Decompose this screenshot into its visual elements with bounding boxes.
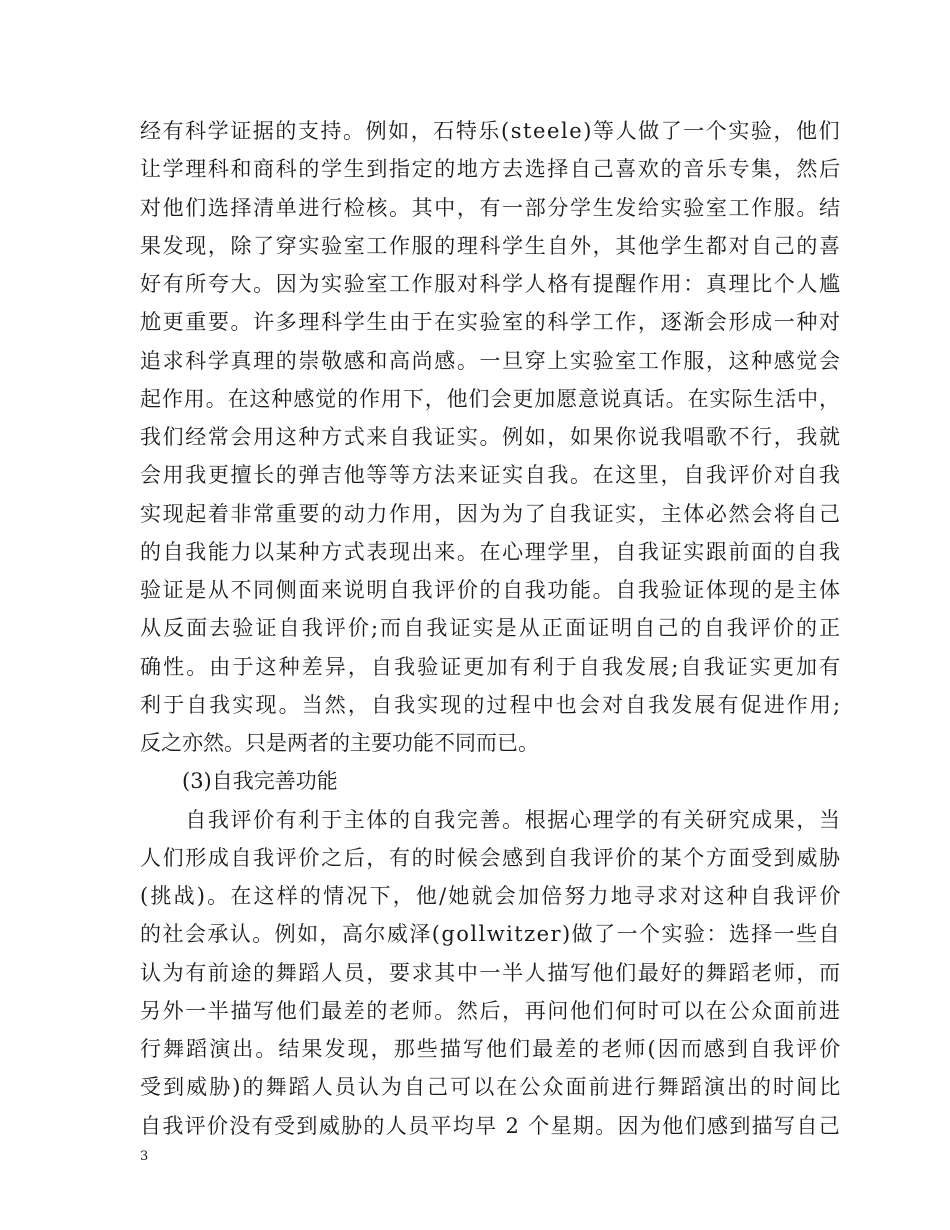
text-line: 我们经常会用这种方式来自我证实。例如，如果你说我唱歌不行，我就 [140, 425, 842, 449]
text-line: 好有所夸大。因为实验室工作服对科学人格有提醒作用：真理比个人尴 [140, 272, 842, 296]
text-line: 的社会承认。例如，高尔威泽(gollwitzer)做了一个实验：选择一些自 [140, 922, 842, 947]
text-line: 确性。由于这种差异，自我验证更加有利于自我发展;自我证实更加有 [140, 654, 843, 679]
text-line: 尬更重要。许多理科学生由于在实验室的科学工作，逐渐会形成一种对 [140, 310, 842, 335]
text-line: 经有科学证据的支持。例如，石特乐(steele)等人做了一个实验，他们 [140, 119, 842, 143]
text-line: 会用我更擅长的弹吉他等等方法来证实自我。在这里，自我评价对自我 [140, 463, 842, 488]
text-line: 行舞蹈演出。结果发现，那些描写他们最差的老师(因而感到自我评价 [140, 1037, 843, 1061]
text-line: 反之亦然。只是两者的主要功能不同而已。 [140, 731, 539, 755]
text-line: (3)自我完善功能 [140, 769, 338, 794]
text-line: 实现起着非常重要的动力作用，因为为了自我证实，主体必然会将自己 [140, 501, 842, 526]
text-line: 的自我能力以某种方式表现出来。在心理学里，自我证实跟前面的自我 [140, 539, 842, 564]
body-text [140, 112, 843, 1145]
page-number: 3 [140, 1149, 149, 1164]
text-line: (挑战)。在这样的情况下，他/她就会加倍努力地寻求对这种自我评价 [140, 884, 843, 908]
text-line: 果发现，除了穿实验室工作服的理科学生自外，其他学生都对自己的喜 [140, 233, 842, 258]
text-line: 验证是从不同侧面来说明自我评价的自我功能。自我验证体现的是主体 [140, 578, 842, 602]
text-line: 从反面去验证自我评价;而自我证实是从正面证明自己的自我评价的正 [140, 616, 843, 641]
text-line: 对他们选择清单进行检核。其中，有一部分学生发给实验室工作服。结 [140, 195, 842, 220]
text-line: 另外一半描写他们最差的老师。然后，再问他们何时可以在公众面前进 [140, 998, 842, 1023]
text-line: 起作用。在这种感觉的作用下，他们会更加愿意说真话。在实际生活中， [140, 386, 841, 411]
text-line: 自我评价有利于主体的自我完善。根据心理学的有关研究成果，当 [140, 807, 842, 832]
text-line: 受到威胁)的舞蹈人员认为自己可以在公众面前进行舞蹈演出的时间比 [140, 1075, 843, 1100]
text-line: 认为有前途的舞蹈人员，要求其中一半人描写他们最好的舞蹈老师，而 [140, 960, 842, 985]
text-line: 让学理科和商科的学生到指定的地方去选择自己喜欢的音乐专集，然后 [140, 157, 842, 182]
text-line: 利于自我实现。当然，自我实现的过程中也会对自我发展有促进作用; [140, 692, 843, 717]
text-line: 自我评价没有受到威胁的人员平均早 2 个星期。因为他们感到描写自己 [140, 1113, 842, 1138]
text-line: 人们形成自我评价之后，有的时候会感到自我评价的某个方面受到威胁 [140, 845, 842, 870]
text-line: 追求科学真理的崇敬感和高尚感。一旦穿上实验室工作服，这种感觉会 [140, 348, 842, 373]
